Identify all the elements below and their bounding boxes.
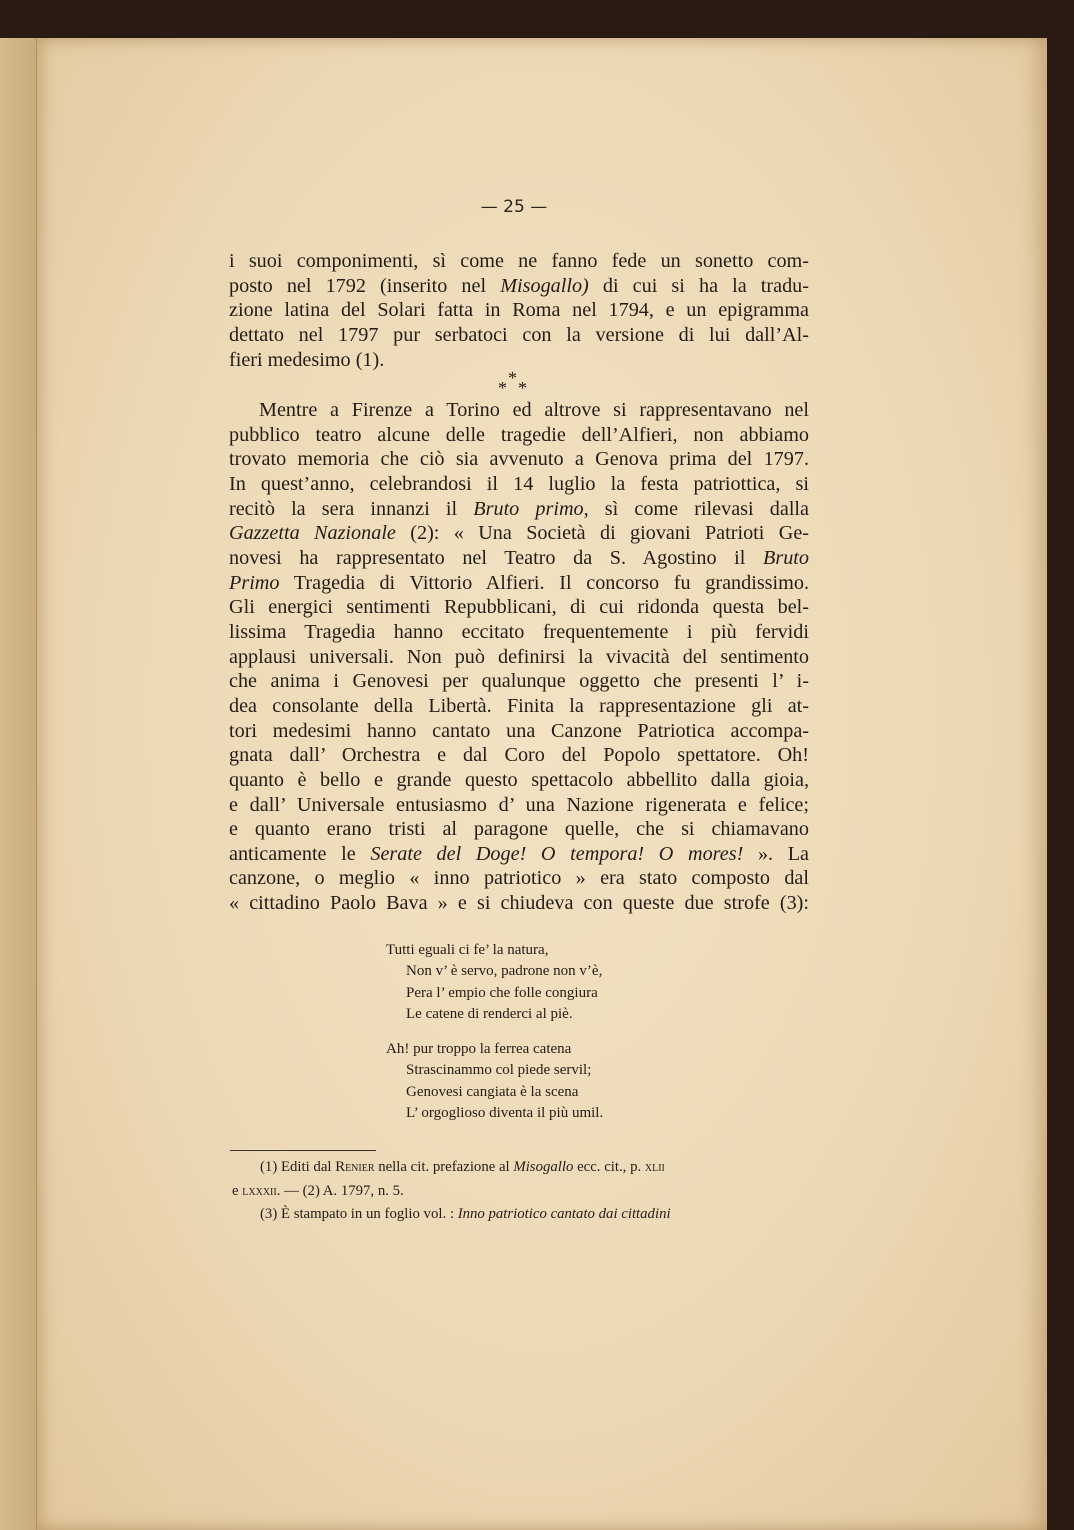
- verse-line: Le catene di renderci al piè.: [406, 1006, 573, 1023]
- footnote-line: (3) È stampato in un foglio vol. : Inno patriotico cantato dai cittadini: [260, 1206, 671, 1222]
- text-line: anticamente le Serate del Doge! O tempora! O mores! ». La: [229, 842, 810, 865]
- text-line: fieri medesimo (1).: [229, 348, 385, 371]
- verse-stanza-2: [386, 1039, 603, 1125]
- paragraph-1: [229, 249, 809, 372]
- verse-line: Genovesi cangiata è la scena: [406, 1083, 579, 1100]
- verse-line: Tutti eguali ci fe’ la natura,: [386, 942, 549, 958]
- text-line: posto nel 1792 (inserito nel Misogallo) di cui si ha la tradu-: [229, 274, 809, 297]
- text-line: Primo Tragedia di Vittorio Alfieri. Il concorso fu grandissimo.: [229, 571, 809, 594]
- text-line: Mentre a Firenze a Torino ed altrove si rappresentavano nel: [259, 399, 809, 421]
- italic-title: Bruto primo: [473, 497, 584, 520]
- italic-quote: Serate del Doge! O tempora! O mores!: [370, 842, 744, 865]
- text-line: i suoi componimenti, sì come ne fanno fede un sonetto com-: [229, 250, 809, 272]
- text-line: Gazzetta Nazionale (2): « Una Società di giovani Patrioti Ge-: [229, 522, 810, 545]
- text-line: tori medesimi hanno cantato una Canzone Patriotica accompa-: [229, 719, 809, 742]
- text-line: dettato nel 1797 pur serbatoci con la versione di lui dall’Al-: [229, 323, 809, 346]
- text-line: pubblico teatro alcune delle tragedie dell’Alfieri, non abbiamo: [229, 423, 809, 446]
- italic-title: Primo: [229, 571, 280, 594]
- verse-line: L’ orgoglioso diventa il più umil.: [406, 1105, 604, 1122]
- italic-title: Bruto: [763, 546, 809, 569]
- page-number: — 25 —: [480, 197, 548, 217]
- verse-line: Non v’ è servo, padrone non v’è,: [406, 963, 603, 980]
- text-line: « cittadino Paolo Bava » e si chiudeva con queste due strofe (3):: [229, 892, 809, 915]
- text-line: trovato memoria che ciò sia avvenuto a Genova prima del 1797.: [229, 448, 809, 471]
- italic-title: Misogallo): [500, 274, 589, 297]
- text-line: quanto è bello e grande questo spettacolo abbellito dalla gioia,: [229, 768, 809, 791]
- italic-title: Gazzetta Nazionale: [229, 522, 396, 545]
- text-line: canzone, o meglio « inno patriotico » era stato composto dal: [229, 867, 809, 890]
- text-line: Gli energici sentimenti Repubblicani, di cui ridonda questa bel-: [229, 596, 809, 619]
- footnote-rule: [230, 1150, 376, 1151]
- verse-line: Pera l’ empio che folle congiura: [406, 984, 598, 1001]
- text-line: applausi universali. Non può definirsi la vivacità del sentimento: [229, 645, 809, 668]
- footnotes: [232, 1156, 822, 1227]
- text-line: recitò la sera innanzi il Bruto primo, sì come rilevasi dalla: [229, 497, 809, 520]
- paragraph-2: [229, 398, 809, 916]
- verse-stanza-1: [386, 940, 602, 1026]
- text-line: dea consolante della Libertà. Finita la rappresentazione gli at-: [229, 694, 809, 717]
- text-line: In quest’anno, celebrandosi il 14 luglio la festa patriottica, si: [229, 472, 809, 495]
- verse-line: Strascinammo col piede servil;: [406, 1062, 592, 1079]
- verse-line: Ah! pur troppo la ferrea catena: [386, 1041, 572, 1057]
- text-line: lissima Tragedia hanno eccitato frequentemente i più fervidi: [229, 620, 809, 643]
- text-line: che anima i Genovesi per qualunque oggetto che presenti l’ i-: [229, 670, 809, 693]
- text-line: e quanto erano tristi al paragone quelle, che si chiamavano: [229, 818, 809, 841]
- text-line: e dall’ Universale entusiasmo d’ una Nazione rigenerata e felice;: [229, 793, 809, 816]
- text-line: novesi ha rappresentato nel Teatro da S. Agostino il Bruto: [229, 546, 809, 569]
- footnote-line: e lxxxii. — (2) A. 1797, n. 5.: [232, 1182, 404, 1199]
- text-line: gnata dall’ Orchestra e dal Coro del Popolo spettatore. Oh!: [229, 744, 809, 767]
- text-line: zione latina del Solari fatta in Roma nel 1794, e un epigramma: [229, 299, 809, 322]
- footnote-line: (1) Editi dal Renier nella cit. prefazione al Misogallo ecc. cit., p. xlii: [260, 1159, 665, 1175]
- asterism: * * *: [498, 368, 527, 398]
